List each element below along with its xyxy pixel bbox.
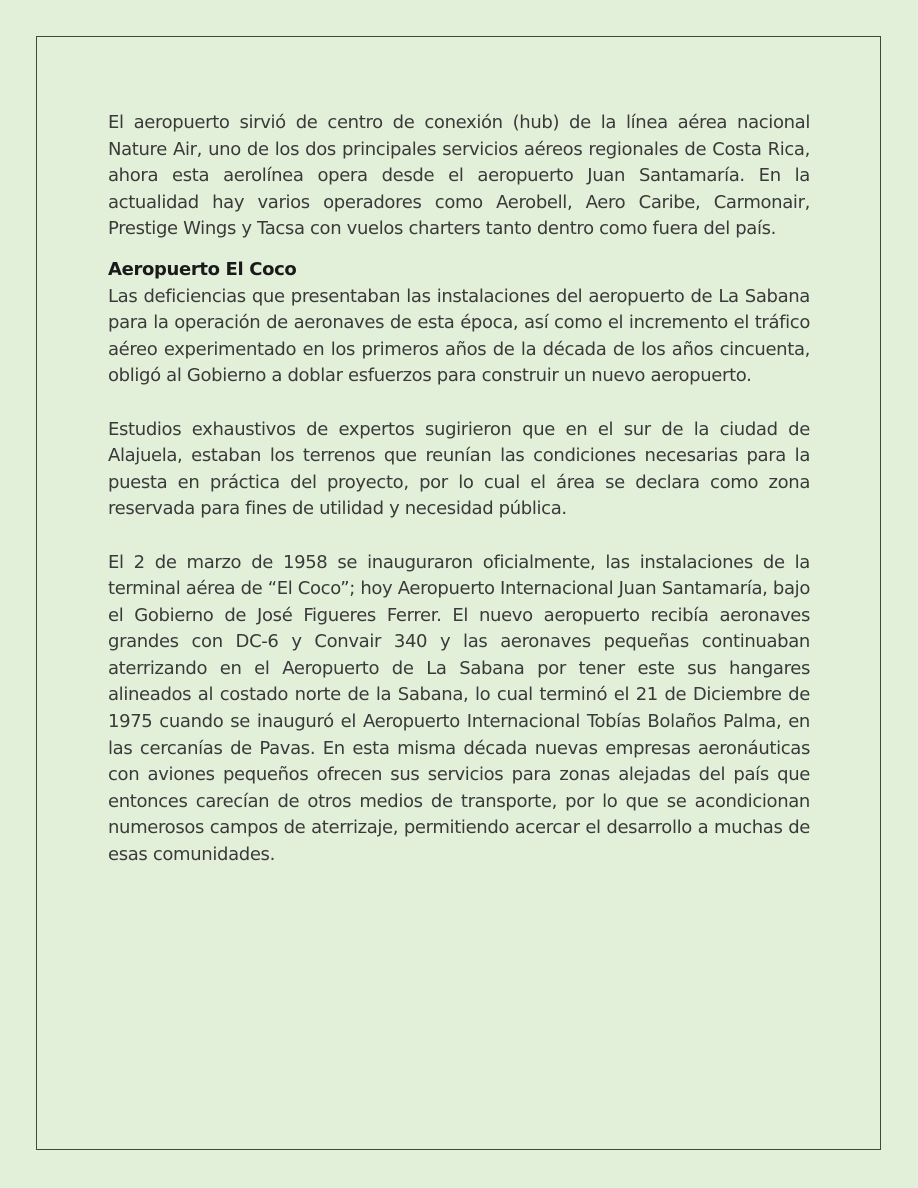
- section-paragraph-2: Estudios exhaustivos de expertos sugirieron que en el sur de la ciudad de Alajuela, estaban los terrenos que reunían las condiciones necesarias para la puesta en práctica del proyecto, por lo cual el área se declara como zona reservada para fines de utilidad y necesidad pública.: [108, 418, 810, 520]
- section-heading: Aeropuerto El Coco: [108, 258, 297, 280]
- section-paragraph-3: El 2 de marzo de 1958 se inauguraron oficialmente, las instalaciones de la terminal aérea de “El Coco”; hoy Aeropuerto Internacional Juan Santamaría, bajo el Gobierno de José Figueres Ferrer. El nuevo aeropuerto recibía aeronaves grandes con DC-6 y Convair 340 y las aeronaves pequeñas continuaban aterrizando en el Aeropuerto de La Sabana por tener este sus hangares alineados al costado norte de la Sabana, lo cual terminó el 21 de Diciembre de 1975 cuando se inauguró el Aeropuerto Internacional Tobías Bolaños Palma, en las cercanías de Pavas. En esta misma década nuevas empresas aeronáuticas con aviones pequeños ofrecen sus servicios para zonas alejadas del país que entonces carecían de otros medios de transporte, por lo que se acondicionan numerosos campos de aterrizaje, permitiendo acercar el desarrollo a muchas de esas comunidades.: [108, 551, 810, 866]
- intro-paragraph: El aeropuerto sirvió de centro de conexión (hub) de la línea aérea nacional Nature Air, uno de los dos principales servicios aéreos regionales de Costa Rica, ahora esta aerolínea opera desde el aeropuerto Juan Santamaría. En la actualidad hay varios operadores como Aerobell, Aero Caribe, Carmonair, Prestige Wings y Tacsa con vuelos charters tanto dentro como fuera del país.: [108, 112, 810, 240]
- document-body: [108, 110, 810, 869]
- section-paragraph-1: Las deficiencias que presentaban las instalaciones del aeropuerto de La Sabana para la operación de aeronaves de esta época, así como el incremento el tráfico aéreo experimentado en los primeros años de la década de los años cincuenta, obligó al Gobierno a doblar esfuerzos para construir un nuevo aeropuerto.: [108, 285, 810, 387]
